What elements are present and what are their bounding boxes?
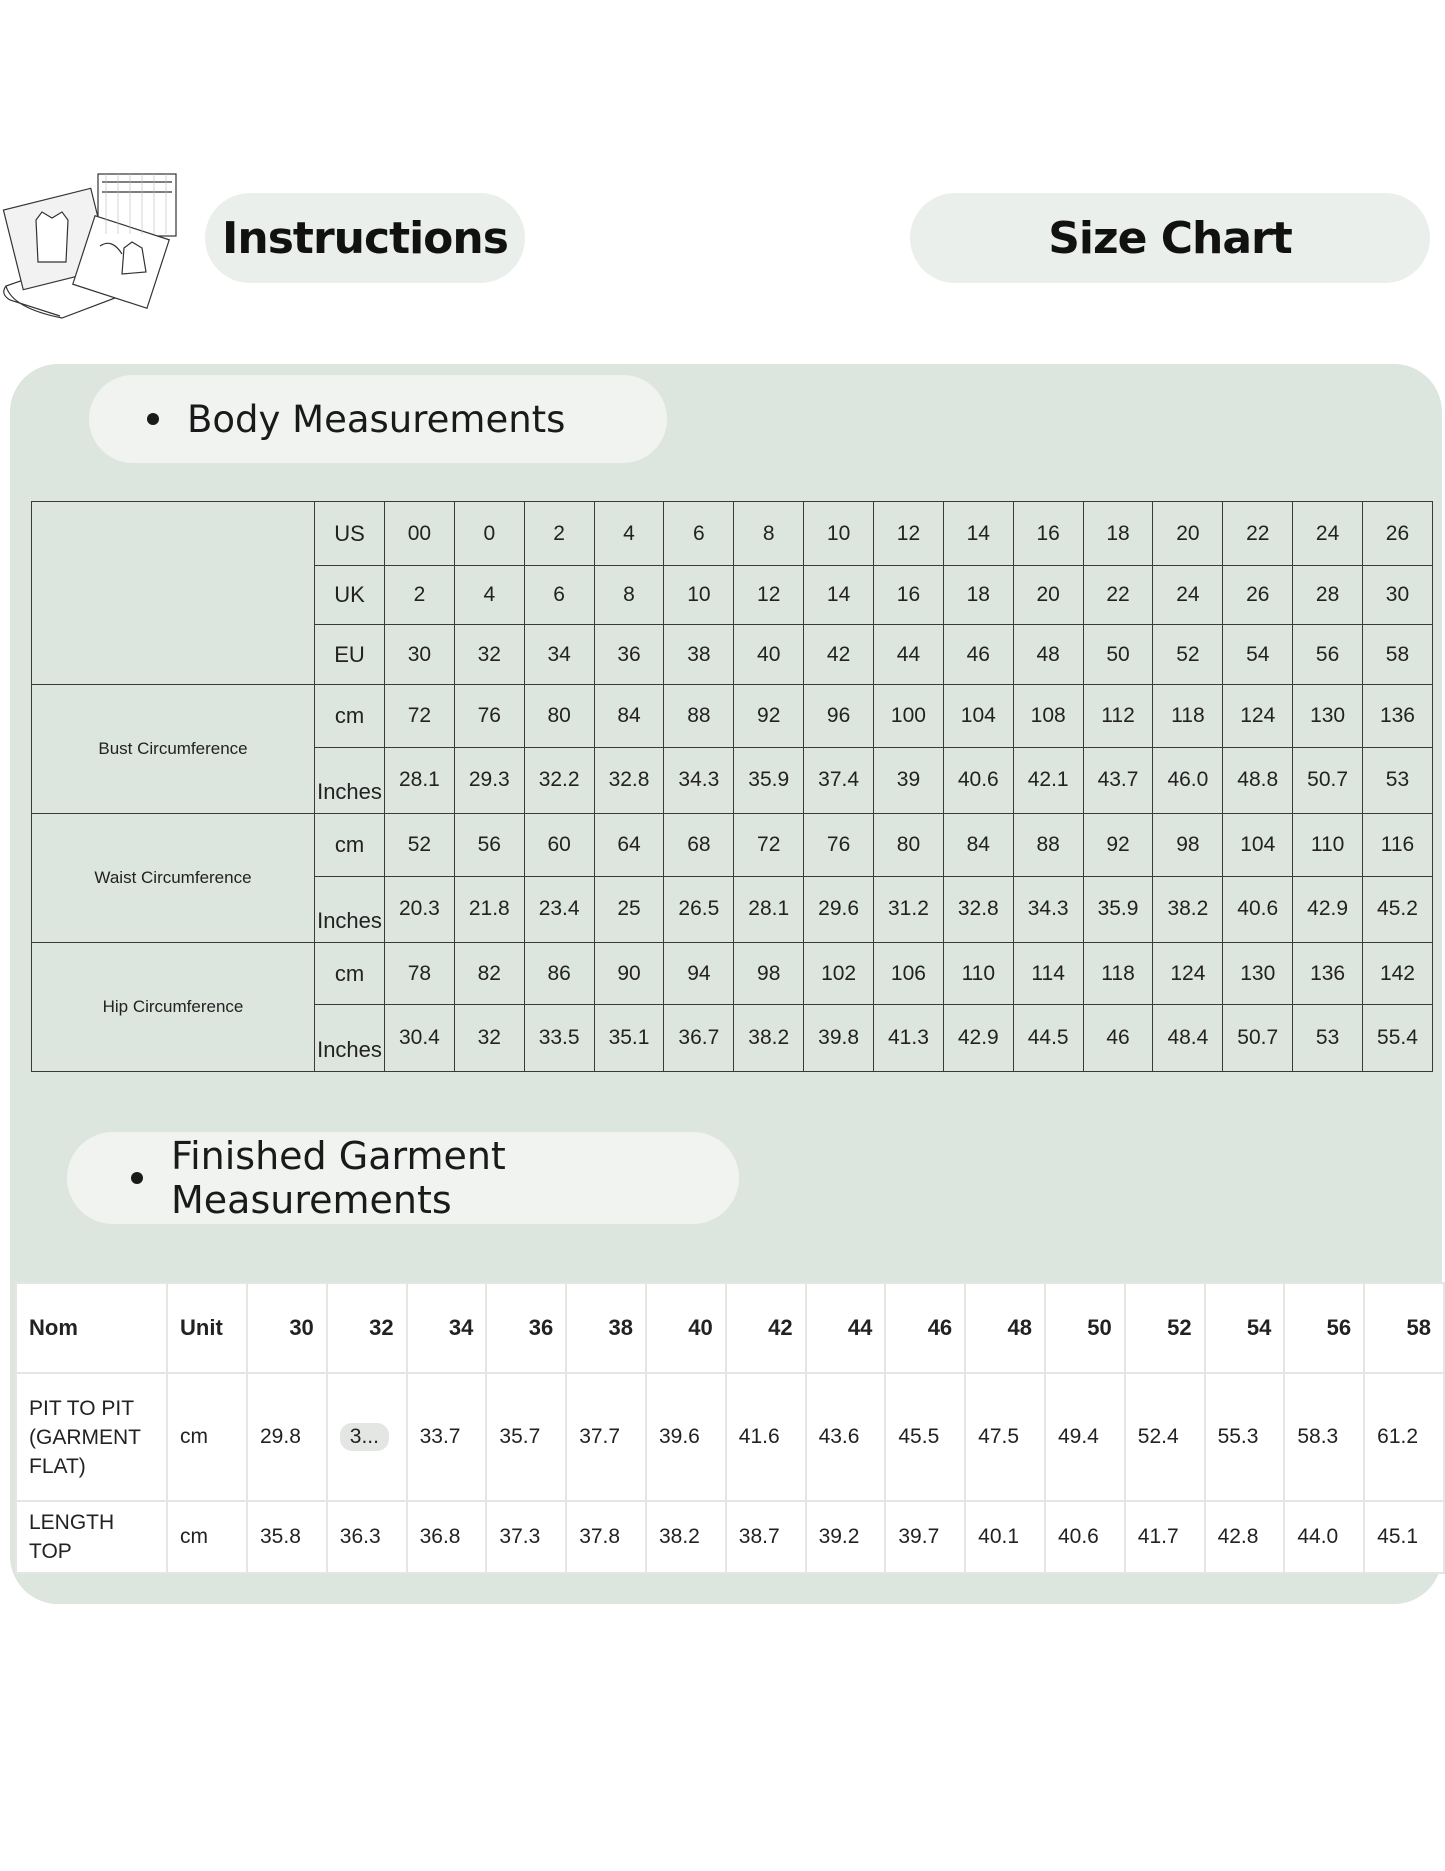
cm-value-cell: 76 [454,685,524,747]
inches-value-cell: 44.5 [1013,1005,1083,1072]
unit-inches-label: Inches [315,876,385,942]
inches-value-cell: 35.9 [1083,876,1153,942]
garment-value-text: 38.2 [658,1525,700,1548]
inches-value-cell: 42.9 [1293,876,1363,942]
cm-value-cell: 118 [1153,685,1223,747]
size-cell: 8 [594,566,664,624]
inches-value-cell: 43.7 [1083,747,1153,813]
cm-value-cell: 142 [1363,943,1433,1005]
size-cell: 16 [874,566,944,624]
unit-cm-label: cm [315,943,385,1005]
garment-value-text: 37.8 [579,1525,621,1548]
garment-value-text: 52.4 [1137,1425,1179,1448]
measurement-name: Waist Circumference [32,814,315,943]
inches-value-cell: 48.4 [1153,1005,1223,1072]
garment-value-text: 39.7 [898,1525,940,1548]
garment-value-text: 33.7 [419,1425,461,1448]
cm-value-cell: 78 [385,943,455,1005]
cm-value-cell: 92 [1083,814,1153,876]
garment-value-text: 44.0 [1297,1525,1339,1548]
size-cell: 18 [943,566,1013,624]
cm-value-cell: 80 [874,814,944,876]
size-header-cell: 32 [327,1283,407,1373]
instructions-button[interactable]: Instructions [205,193,525,283]
truncated-value-chip[interactable]: 3... [340,1423,389,1451]
size-cell: 14 [804,566,874,624]
cm-value-cell: 56 [454,814,524,876]
garment-value-cell [566,1373,646,1501]
cm-value-cell: 98 [734,943,804,1005]
inches-value-cell: 41.3 [874,1005,944,1072]
cm-value-cell: 88 [1013,814,1083,876]
body-measurements-table [31,501,1433,1072]
garment-value-text: 41.6 [738,1425,780,1448]
size-system-label: EU [315,624,385,684]
garment-unit-cell: cm [167,1373,247,1501]
garment-value-text: 42.8 [1217,1525,1259,1548]
garment-value-cell [327,1501,407,1573]
garment-value-text: 49.4 [1057,1425,1099,1448]
inches-value-cell: 37.4 [804,747,874,813]
size-cell: 54 [1223,624,1293,684]
size-cell: 20 [1153,502,1223,566]
inches-value-cell: 28.1 [734,876,804,942]
garment-value-cell [806,1373,886,1501]
cm-value-cell: 90 [594,943,664,1005]
garment-value-text: 58.3 [1297,1425,1339,1448]
size-cell: 24 [1293,502,1363,566]
garment-value-text: 40.6 [1057,1525,1099,1548]
size-header-cell: 34 [407,1283,487,1373]
garment-value-cell [885,1501,965,1573]
cm-value-cell: 130 [1293,685,1363,747]
garment-value-text: 39.6 [658,1425,700,1448]
garment-value-text: 36.3 [339,1525,381,1548]
garment-value-cell [407,1501,487,1573]
size-cell: 12 [734,566,804,624]
garment-value-cell [327,1373,407,1501]
garment-value-cell [1364,1501,1444,1573]
garment-value-text: 37.7 [579,1425,621,1448]
garment-value-cell [646,1501,726,1573]
body-measurements-title: Body Measurements [187,397,566,441]
inches-value-cell: 53 [1293,1005,1363,1072]
size-cell: 14 [943,502,1013,566]
garment-value-cell [1205,1501,1285,1573]
cm-value-cell: 136 [1363,685,1433,747]
inches-value-cell: 42.1 [1013,747,1083,813]
cm-value-cell: 100 [874,685,944,747]
size-cell: 20 [1013,566,1083,624]
garment-value-cell [965,1373,1045,1501]
size-cell: 52 [1153,624,1223,684]
size-header-cell: 36 [486,1283,566,1373]
cm-value-cell: 124 [1153,943,1223,1005]
inches-value-cell: 38.2 [734,1005,804,1072]
size-cell: 26 [1223,566,1293,624]
size-cell: 12 [874,502,944,566]
size-cell: 32 [454,624,524,684]
size-cell: 42 [804,624,874,684]
garment-value-text: 37.3 [499,1525,541,1548]
cm-value-cell: 130 [1223,943,1293,1005]
cm-value-cell: 104 [1223,814,1293,876]
garment-value-cell [247,1373,327,1501]
size-cell: 30 [1363,566,1433,624]
cm-value-cell: 96 [804,685,874,747]
garment-value-cell [1284,1501,1364,1573]
garment-value-text: 43.6 [818,1425,860,1448]
cm-value-cell: 112 [1083,685,1153,747]
size-cell: 10 [804,502,874,566]
garment-measurements-title: Finished Garment Measurements [171,1134,506,1222]
inches-value-cell: 29.3 [454,747,524,813]
size-header-cell: 38 [566,1283,646,1373]
size-header-cell: 50 [1045,1283,1125,1373]
size-cell: 2 [385,566,455,624]
cm-value-cell: 52 [385,814,455,876]
size-cell: 36 [594,624,664,684]
garment-value-text: 35.7 [499,1425,541,1448]
garment-value-text: 40.1 [978,1525,1020,1548]
inches-value-cell: 36.7 [664,1005,734,1072]
cm-value-cell: 98 [1153,814,1223,876]
hip-circumference-cm-row [32,943,1433,1005]
size-cell: 44 [874,624,944,684]
garment-unit-cell: cm [167,1501,247,1573]
inches-value-cell: 53 [1363,747,1433,813]
size-cell: 46 [943,624,1013,684]
garment-value-text: 55.3 [1217,1425,1259,1448]
cm-value-cell: 72 [734,814,804,876]
inches-value-cell: 39 [874,747,944,813]
inches-value-cell: 31.2 [874,876,944,942]
garment-value-cell [1125,1373,1205,1501]
size-cell: 30 [385,624,455,684]
inches-value-cell: 25 [594,876,664,942]
size-system-label: UK [315,566,385,624]
inches-value-cell: 30.4 [385,1005,455,1072]
inches-value-cell: 46 [1083,1005,1153,1072]
garment-value-text: 29.8 [260,1425,301,1448]
garment-value-cell [247,1501,327,1573]
unit-inches-label: Inches [315,1005,385,1072]
garment-value-cell [486,1373,566,1501]
size-header-cell: 52 [1125,1283,1205,1373]
size-chart-button[interactable]: Size Chart [910,193,1430,283]
cm-value-cell: 84 [594,685,664,747]
size-cell: 48 [1013,624,1083,684]
inches-value-cell: 35.9 [734,747,804,813]
size-cell: 0 [454,502,524,566]
garment-row-name-line: FLAT) [29,1454,86,1478]
garment-row [16,1501,1444,1573]
cm-value-cell: 94 [664,943,734,1005]
size-header-cell: 58 [1364,1283,1444,1373]
garment-value-cell [1125,1501,1205,1573]
cm-value-cell: 88 [664,685,734,747]
garment-value-text: 61.2 [1377,1425,1419,1448]
inches-value-cell: 35.1 [594,1005,664,1072]
size-cell: 40 [734,624,804,684]
garment-value-text: 41.7 [1137,1525,1179,1548]
garment-value-cell [1045,1373,1125,1501]
unit-header: Unit [167,1283,247,1373]
bust-circumference-cm-row [32,685,1433,747]
cm-value-cell: 110 [943,943,1013,1005]
cm-value-cell: 60 [524,814,594,876]
inches-value-cell: 48.8 [1223,747,1293,813]
inches-value-cell: 55.4 [1363,1005,1433,1072]
size-header-cell: 30 [247,1283,327,1373]
garment-row-name-line: LENGTH [29,1511,115,1534]
measurement-name: Hip Circumference [32,943,315,1072]
inches-value-cell: 33.5 [524,1005,594,1072]
garment-value-cell [726,1373,806,1501]
size-cell: 50 [1083,624,1153,684]
cm-value-cell: 80 [524,685,594,747]
size-cell: 58 [1363,624,1433,684]
cm-value-cell: 84 [943,814,1013,876]
bullet-icon [147,413,159,425]
garment-value-cell [566,1501,646,1573]
blank-corner-cell [32,502,315,685]
garment-measurements-heading [67,1132,739,1224]
unit-inches-label: Inches [315,747,385,813]
size-header-cell: 48 [965,1283,1045,1373]
garment-row-name-line: TOP [29,1540,72,1563]
inches-value-cell: 32.2 [524,747,594,813]
size-cell: 4 [454,566,524,624]
waist-circumference-cm-row [32,814,1433,876]
inches-value-cell: 34.3 [664,747,734,813]
garment-value-text: 45.5 [898,1425,940,1448]
sewing-pattern-logo [2,168,180,320]
size-header-cell: 54 [1205,1283,1285,1373]
garment-value-cell [486,1501,566,1573]
inches-value-cell: 45.2 [1363,876,1433,942]
size-header-cell: 40 [646,1283,726,1373]
nom-header: Nom [16,1283,167,1373]
cm-value-cell: 72 [385,685,455,747]
cm-value-cell: 124 [1223,685,1293,747]
inches-value-cell: 39.8 [804,1005,874,1072]
size-header-cell: 42 [726,1283,806,1373]
garment-value-cell [806,1501,886,1573]
inches-value-cell: 23.4 [524,876,594,942]
body-measurements-heading [89,375,667,463]
size-header-cell: 56 [1284,1283,1364,1373]
cm-value-cell: 116 [1363,814,1433,876]
garment-value-cell [1045,1501,1125,1573]
size-cell: 22 [1083,566,1153,624]
size-cell: 28 [1293,566,1363,624]
inches-value-cell: 50.7 [1293,747,1363,813]
size-cell: 26 [1363,502,1433,566]
garment-value-text: 39.2 [818,1525,860,1548]
inches-value-cell: 50.7 [1223,1005,1293,1072]
size-cell: 22 [1223,502,1293,566]
inches-value-cell: 32.8 [943,876,1013,942]
cm-value-cell: 106 [874,943,944,1005]
inches-value-cell: 32 [454,1005,524,1072]
cm-value-cell: 104 [943,685,1013,747]
cm-value-cell: 92 [734,685,804,747]
size-cell: 8 [734,502,804,566]
unit-cm-label: cm [315,685,385,747]
garment-value-text: 36.8 [419,1525,461,1548]
size-cell: 56 [1293,624,1363,684]
cm-value-cell: 102 [804,943,874,1005]
size-cell: 24 [1153,566,1223,624]
cm-value-cell: 136 [1293,943,1363,1005]
inches-value-cell: 20.3 [385,876,455,942]
inches-value-cell: 21.8 [454,876,524,942]
inches-value-cell: 26.5 [664,876,734,942]
size-cell: 4 [594,502,664,566]
size-cell: 2 [524,502,594,566]
garment-value-text: 35.8 [260,1525,301,1548]
size-cell: 16 [1013,502,1083,566]
size-cell: 38 [664,624,734,684]
size-cell: 00 [385,502,455,566]
size-row-us [32,502,1433,566]
inches-value-cell: 46.0 [1153,747,1223,813]
garment-measurements-table [15,1282,1445,1574]
size-cell: 18 [1083,502,1153,566]
garment-value-text: 47.5 [978,1425,1020,1448]
garment-row-name [16,1501,167,1573]
size-header-cell: 46 [885,1283,965,1373]
cm-value-cell: 110 [1293,814,1363,876]
inches-value-cell: 40.6 [943,747,1013,813]
cm-value-cell: 86 [524,943,594,1005]
inches-value-cell: 38.2 [1153,876,1223,942]
garment-value-cell [646,1373,726,1501]
cm-value-cell: 114 [1013,943,1083,1005]
bullet-icon [131,1172,143,1184]
garment-header-row [16,1283,1444,1373]
measurement-name: Bust Circumference [32,685,315,814]
cm-value-cell: 118 [1083,943,1153,1005]
cm-value-cell: 76 [804,814,874,876]
size-header-cell: 44 [806,1283,886,1373]
cm-value-cell: 108 [1013,685,1083,747]
size-system-label: US [315,502,385,566]
garment-row [16,1373,1444,1501]
inches-value-cell: 40.6 [1223,876,1293,942]
size-cell: 10 [664,566,734,624]
cm-value-cell: 64 [594,814,664,876]
size-cell: 6 [524,566,594,624]
cm-value-cell: 68 [664,814,734,876]
garment-value-cell [407,1373,487,1501]
garment-value-cell [726,1501,806,1573]
garment-value-cell [1205,1373,1285,1501]
size-cell: 6 [664,502,734,566]
garment-row-name [16,1373,167,1501]
garment-value-cell [965,1501,1045,1573]
unit-cm-label: cm [315,814,385,876]
garment-row-name-line: (GARMENT [29,1425,141,1449]
inches-value-cell: 32.8 [594,747,664,813]
cm-value-cell: 82 [454,943,524,1005]
garment-row-name-line: PIT TO PIT [29,1396,135,1420]
inches-value-cell: 29.6 [804,876,874,942]
garment-value-cell [1284,1373,1364,1501]
inches-value-cell: 28.1 [385,747,455,813]
inches-value-cell: 42.9 [943,1005,1013,1072]
garment-value-cell [1364,1373,1444,1501]
garment-value-cell [885,1373,965,1501]
garment-value-text: 45.1 [1377,1525,1419,1548]
garment-value-text: 38.7 [738,1525,780,1548]
size-cell: 34 [524,624,594,684]
inches-value-cell: 34.3 [1013,876,1083,942]
